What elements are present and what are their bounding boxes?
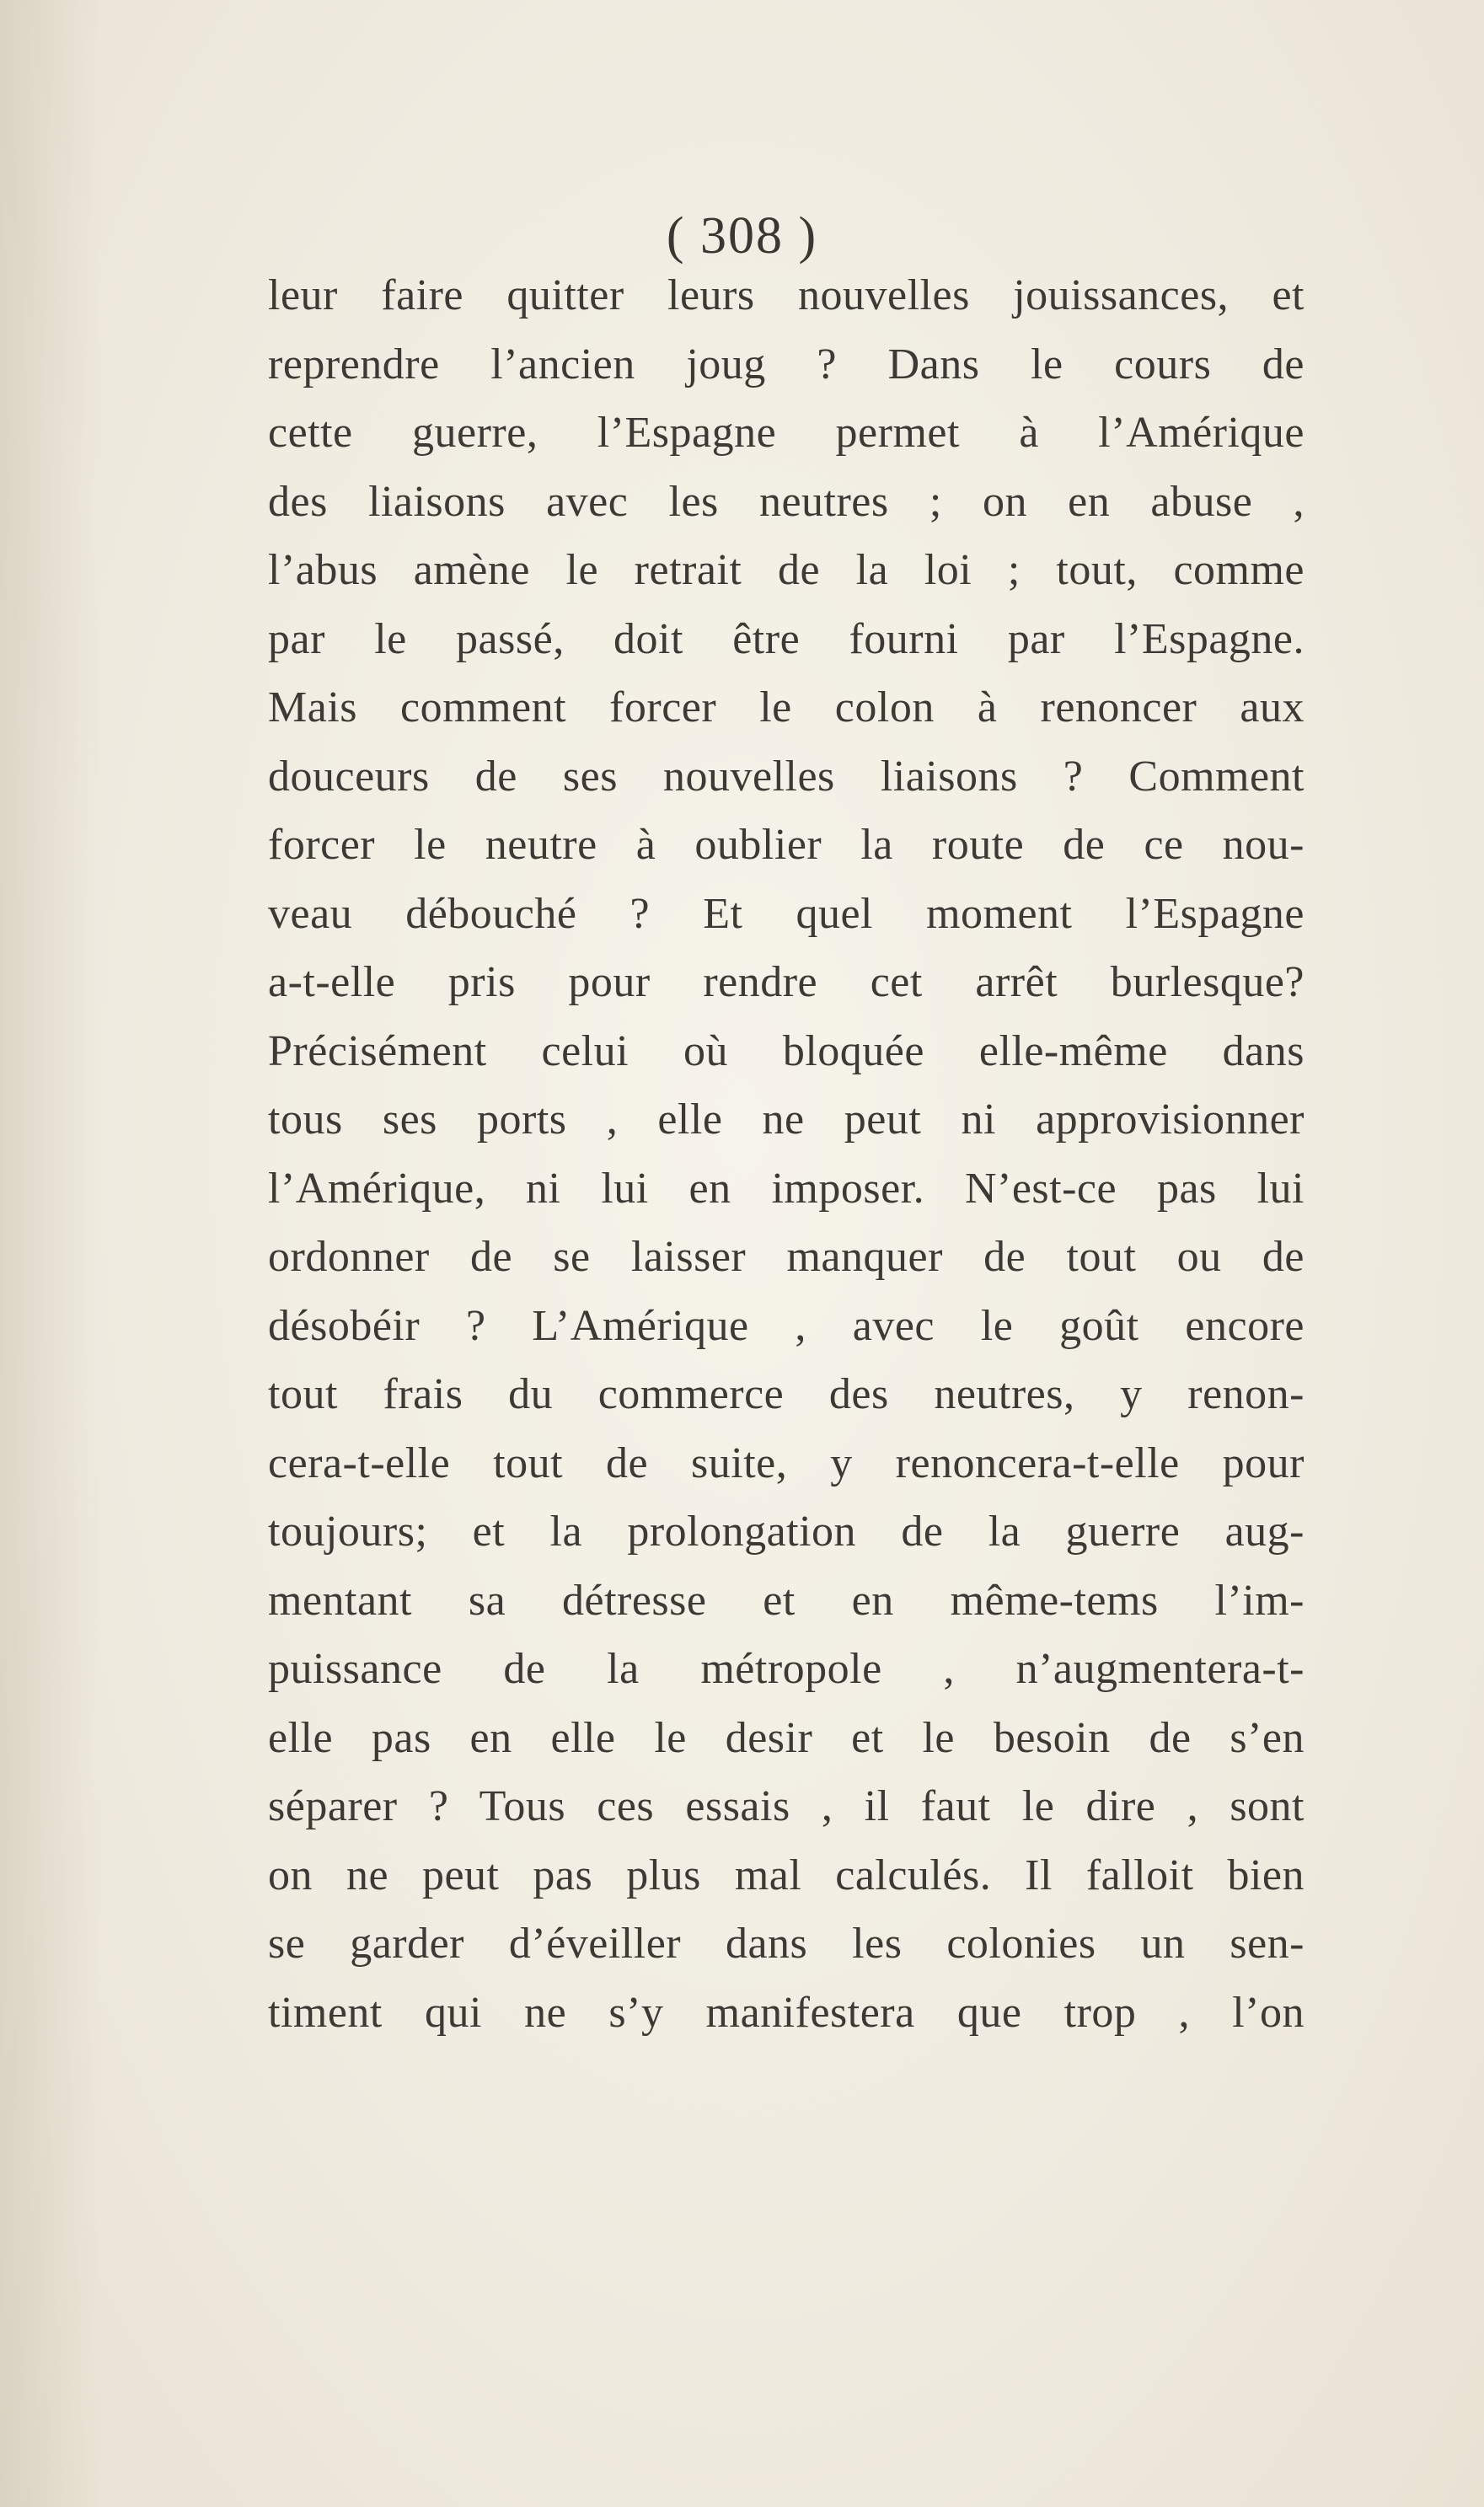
text-line: Mais comment forcer le colon à renoncer aux	[268, 683, 1305, 731]
text-line: des liaisons avec les neutres ; on en abuse ,	[268, 477, 1305, 526]
text-line: désobéir ? L’Amérique , avec le goût encore	[268, 1301, 1305, 1350]
text-line: tout frais du commerce des neutres, y renon-	[268, 1370, 1305, 1418]
text-line: Précisément celui où bloquée elle-même dans	[268, 1026, 1305, 1075]
text-line: douceurs de ses nouvelles liaisons ? Comment	[268, 752, 1305, 801]
page-number-header: ( 308 )	[666, 207, 818, 265]
text-line: l’abus amène le retrait de la loi ; tout, comme	[268, 546, 1305, 594]
text-line: on ne peut pas plus mal calculés. Il falloit bien	[268, 1851, 1305, 1899]
text-line: ordonner de se laisser manquer de tout ou de	[268, 1233, 1305, 1281]
text-line: par le passé, doit être fourni par l’Espagne.	[268, 614, 1305, 663]
text-line: timent qui ne s’y manifestera que trop , l’on	[268, 1988, 1305, 2037]
text-line: veau débouché ? Et quel moment l’Espagne	[268, 889, 1305, 938]
text-line: cera-t-elle tout de suite, y renoncera-t-elle pour	[268, 1438, 1305, 1487]
text-line: puissance de la métropole , n’augmentera-t-	[268, 1645, 1305, 1693]
text-line: elle pas en elle le desir et le besoin de s’en	[268, 1713, 1305, 1762]
text-line: séparer ? Tous ces essais , il faut le dire , sont	[268, 1782, 1305, 1830]
text-line: mentant sa détresse et en même-tems l’im-	[268, 1576, 1305, 1625]
text-line: a-t-elle pris pour rendre cet arrêt burlesque?	[268, 958, 1305, 1006]
text-line: l’Amérique, ni lui en imposer. N’est-ce pas lui	[268, 1164, 1305, 1213]
body-text	[268, 261, 1305, 2047]
text-line: tous ses ports , elle ne peut ni approvisionner	[268, 1095, 1305, 1144]
text-line: leur faire quitter leurs nouvelles jouissances, et	[268, 271, 1305, 319]
text-line: reprendre l’ancien joug ? Dans le cours de	[268, 340, 1305, 388]
text-line: toujours; et la prolongation de la guerre aug-	[268, 1508, 1305, 1556]
binding-shadow	[0, 0, 101, 2507]
text-line: forcer le neutre à oublier la route de ce nou-	[268, 821, 1305, 869]
text-line: se garder d’éveiller dans les colonies un sen-	[268, 1920, 1305, 1968]
text-line: cette guerre, l’Espagne permet à l’Amérique	[268, 409, 1305, 457]
